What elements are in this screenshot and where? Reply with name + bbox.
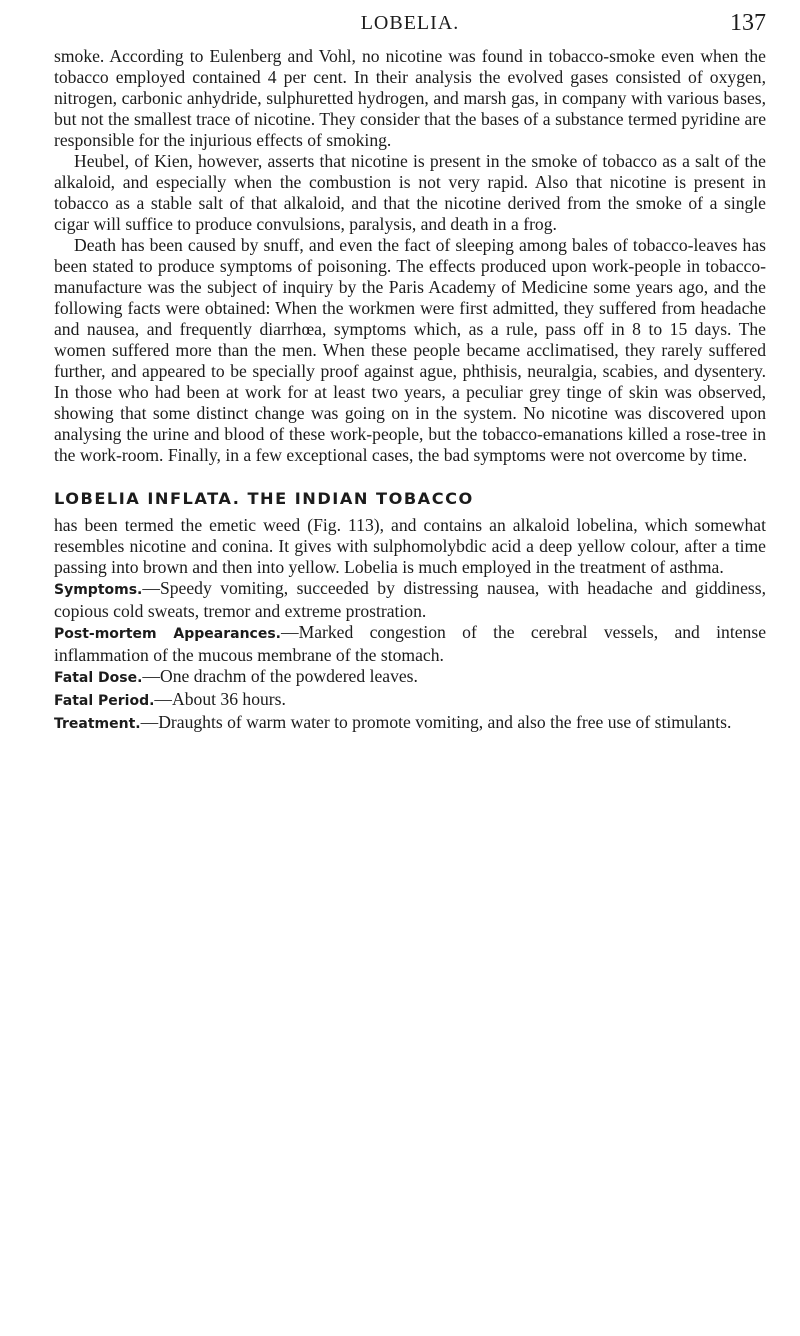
running-title: LOBELIA. [360, 12, 460, 34]
entry-fatal-dose [54, 666, 766, 689]
entry-text: —One drachm of the powdered leaves. [142, 666, 418, 686]
paragraph-heubel: Heubel, of Kien, however, asserts that nicotine is present in the smoke of tobacco as a salt of the alkaloid, and especially when the combustion is not very rapid. Also that nicotine is present in tobacco as a stable salt of that alkaloid, and that the nicotine derived from the smoke of a single cigar will suffice to produce convulsions, paralysis, and death in a frog. [54, 151, 766, 234]
entry-symptoms [54, 578, 766, 622]
page-number: 137 [730, 10, 766, 36]
entry-text: —About 36 hours. [154, 689, 286, 709]
entry-text: —Draughts of warm water to promote vomiting, and also the free use of stimulants. [140, 712, 732, 732]
entry-label: Symptoms. [54, 582, 143, 598]
entry-label: Treatment. [54, 716, 141, 732]
entry-post-mortem [54, 622, 766, 666]
section-heading: LOBELIA INFLATA. THE INDIAN TOBACCO [54, 489, 474, 508]
entry-label: Fatal Dose. [54, 670, 143, 686]
entry-text: —Marked congestion of the cerebral vessels, and intense inflammation of the mucous membrane of the stomach. [54, 622, 766, 665]
running-head [54, 8, 766, 42]
entry-label: Post-mortem Appearances. [54, 626, 281, 642]
entry-label: Fatal Period. [54, 693, 155, 709]
entry-text: —Speedy vomiting, succeeded by distressing nausea, with headache and giddiness, copious cold sweats, tremor and extreme prostration. [54, 578, 766, 621]
entry-fatal-period [54, 689, 766, 712]
paragraph-work-people: Death has been caused by snuff, and even the fact of sleeping among bales of tobacco-leaves has been stated to produce symptoms of poisoning. The effects produced upon work-people in tobacco-manufacture was the subject of inquiry by the Paris Academy of Medicine some years ago, and the following facts were obtained: When the workmen were first admitted, they suffered from headache and nausea, and frequently diarrhœa, symptoms which, as a rule, pass off in 8 to 15 days. The women suffered more than the men. When these people became acclimatised, they rarely suffered further, and appeared to be specially proof against ague, phthisis, neuralgia, scabies, and dysentery. In those who had been at work for at least two years, a peculiar grey tinge of skin was observed, showing that some distinct change was going on in the system. No nicotine was discovered upon analysing the urine and blood of these work-people, but the tobacco-emanations killed a rose-tree in the work-room. Finally, in a few exceptional cases, the bad symptoms were not overcome by time. [54, 235, 766, 465]
body-text [54, 46, 766, 735]
section-intro: has been termed the emetic weed (Fig. 113), and contains an alkaloid lobelina, which somewhat resembles nicotine and conina. It gives with sulphomolybdic acid a deep yellow colour, after a time passing into brown and then into yellow. Lobelia is much employed in the treatment of asthma. [54, 515, 766, 577]
paragraph-smoke-analysis: smoke. According to Eulenberg and Vohl, no nicotine was found in tobacco-smoke even when the tobacco employed contained 4 per cent. In their analysis the evolved gases consisted of oxygen, nitrogen, carbonic anhydride, sulphuretted hydrogen, and marsh gas, in company with various bases, but not the smallest trace of nicotine. They consider that the bases of a substance termed pyridine are responsible for the injurious effects of smoking. [54, 46, 766, 150]
entry-treatment [54, 712, 766, 735]
